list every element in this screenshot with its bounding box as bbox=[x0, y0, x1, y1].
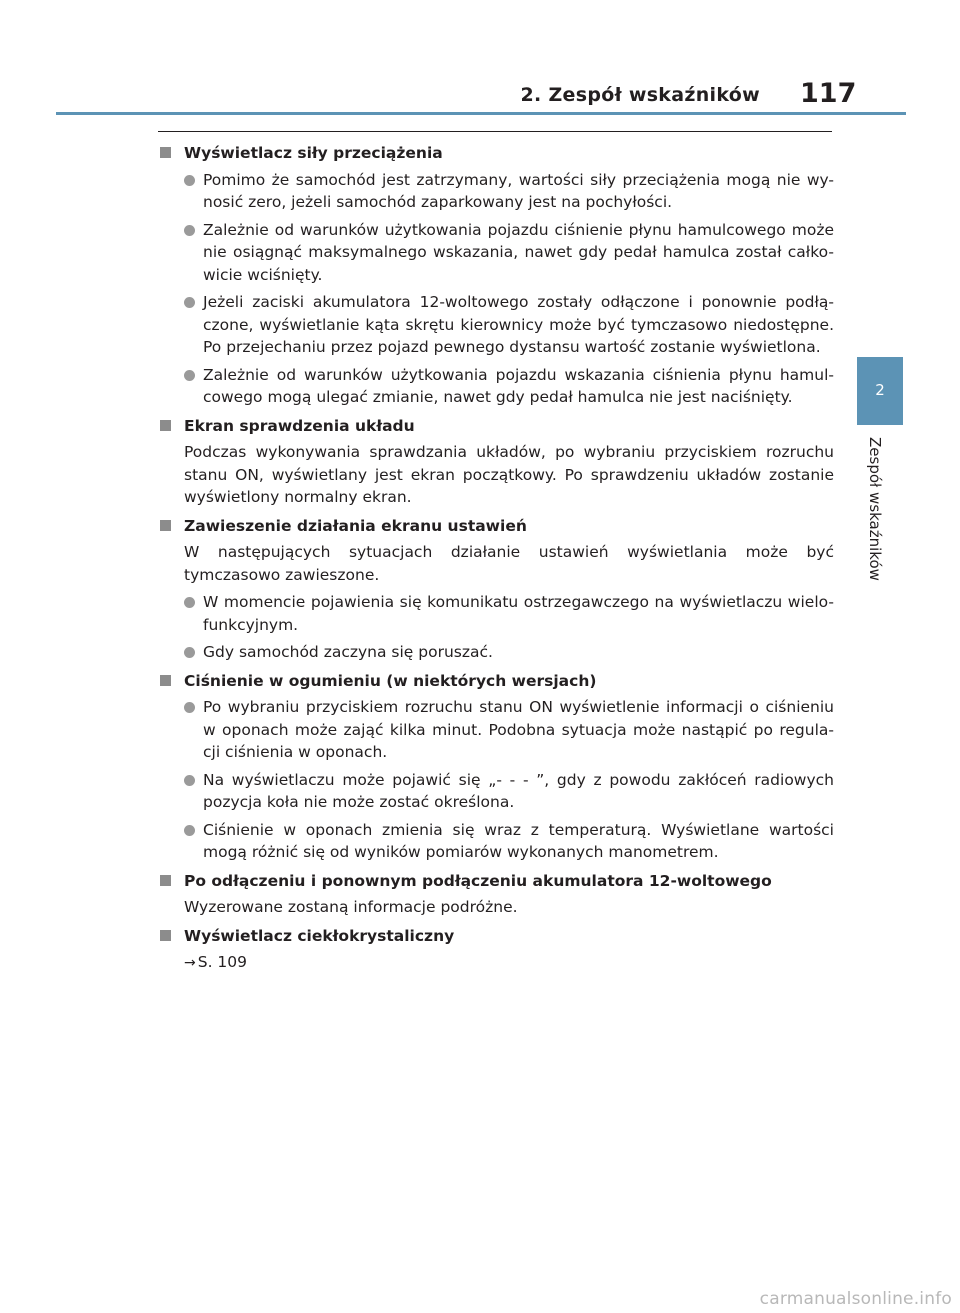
circle-bullet-icon bbox=[184, 175, 195, 186]
square-bullet-icon bbox=[160, 520, 171, 531]
page-content bbox=[158, 142, 834, 975]
watermark: carmanualsonline.info bbox=[759, 1289, 952, 1309]
list-item-text: Zależnie od warunków użytkowania pojazdu wskazania ciśnienia płynu hamul-cowego mogą ulegać zmianie, nawet gdy pedał hamulca nie jest naciśnięty. bbox=[203, 365, 834, 406]
square-bullet-icon bbox=[160, 147, 171, 158]
paragraph: Wyzerowane zostaną informacje podróżne. bbox=[184, 898, 518, 916]
square-bullet-icon bbox=[160, 875, 171, 886]
section-title-text: Ciśnienie w ogumieniu (w niektórych wersjach) bbox=[184, 671, 597, 690]
section-title-text: Wyświetlacz siły przeciążenia bbox=[184, 144, 443, 162]
list-item-text: Zależnie od warunków użytkowania pojazdu ciśnienie płynu hamulcowego może nie osiągnąć maksymalnego wskazania, nawet gdy pedał hamulca został całko-wicie wciśnięty. bbox=[203, 220, 834, 284]
header-rule bbox=[56, 112, 906, 115]
section-title-text: Ekran sprawdzenia układu bbox=[184, 416, 415, 435]
section-tire-pressure bbox=[158, 670, 834, 864]
list-item-text: Gdy samochód zaczyna się poruszać. bbox=[203, 643, 493, 661]
section-gforce-display bbox=[158, 142, 834, 409]
section-system-check-screen bbox=[158, 415, 834, 509]
list-item bbox=[158, 591, 834, 636]
section-title bbox=[158, 670, 834, 693]
circle-bullet-icon bbox=[184, 597, 195, 608]
section-lcd-display bbox=[158, 925, 834, 975]
chapter-side-label-text: Zespół wskaźników bbox=[866, 437, 884, 581]
section-title-text: Po odłączeniu i ponownym podłączeniu akumulatora 12-woltowego bbox=[184, 871, 772, 890]
square-bullet-icon bbox=[160, 930, 171, 941]
chapter-tab-number: 2 bbox=[875, 381, 885, 399]
page-reference-text: S. 109 bbox=[197, 953, 248, 971]
list-item bbox=[158, 641, 834, 664]
circle-bullet-icon bbox=[184, 297, 195, 308]
section-battery-reconnect bbox=[158, 870, 834, 919]
list-item-text: W momencie pojawienia się komunikatu ostrzegawczego na wyświetlaczu wielo-funkcyjnym. bbox=[203, 593, 834, 634]
circle-bullet-icon bbox=[184, 225, 195, 236]
circle-bullet-icon bbox=[184, 370, 195, 381]
paragraph: W następujących sytuacjach działanie ustawień wyświetlania może być tymczasowo zawieszone. bbox=[184, 543, 834, 584]
list-item bbox=[158, 291, 834, 359]
section-title bbox=[158, 515, 834, 538]
page-header bbox=[0, 0, 960, 120]
list-item bbox=[158, 769, 834, 814]
circle-bullet-icon bbox=[184, 825, 195, 836]
list-item bbox=[158, 696, 834, 764]
circle-bullet-icon bbox=[184, 702, 195, 713]
section-title bbox=[158, 925, 834, 948]
circle-bullet-icon bbox=[184, 647, 195, 658]
list-item bbox=[158, 219, 834, 287]
section-title-text: Wyświetlacz ciekłokrystaliczny bbox=[184, 926, 455, 945]
list-item-text: Ciśnienie w oponach zmienia się wraz z temperaturą. Wyświetlane wartości mogą różnić się od wyników pomiarów wykonanych manometrem. bbox=[203, 820, 834, 861]
list-item bbox=[158, 169, 834, 214]
list-item-text: Po wybraniu przyciskiem rozruchu stanu ON wyświetlenie informacji o ciśnieniu w oponach może zająć kilka minut. Podobna sytuacja może nastąpić po regula-cji ciśnienia w oponach. bbox=[203, 698, 834, 761]
section-settings-suspension bbox=[158, 515, 834, 664]
list-item-text: Na wyświetlaczu może pojawić się „- - - ”, gdy z powodu zakłóceń radiowych pozycja koła nie może zostać określona. bbox=[203, 770, 834, 811]
section-title bbox=[158, 415, 834, 438]
arrow-right-icon: → bbox=[184, 955, 196, 971]
list-item bbox=[158, 364, 834, 409]
section-title bbox=[158, 870, 834, 893]
square-bullet-icon bbox=[160, 675, 171, 686]
header-section-title: 2. Zespół wskaźników bbox=[520, 84, 760, 106]
section-title-text: Zawieszenie działania ekranu ustawień bbox=[184, 516, 527, 535]
list-item-text: Jeżeli zaciski akumulatora 12-woltowego zostały odłączone i ponownie podłą-czone, wyświetlanie kąta skrętu kierownicy może być tymczasowo niedostępne. Po przejechaniu przez pojazd pewnego dystansu wartość zostanie wyświetlona. bbox=[203, 293, 834, 356]
circle-bullet-icon bbox=[184, 775, 195, 786]
chapter-side-label bbox=[866, 437, 894, 617]
page-number: 117 bbox=[800, 78, 857, 109]
section-title bbox=[158, 142, 834, 165]
content-divider bbox=[158, 131, 832, 132]
page-reference[interactable] bbox=[158, 951, 834, 975]
square-bullet-icon bbox=[160, 420, 171, 431]
paragraph: Podczas wykonywania sprawdzania układów, po wybraniu przyciskiem rozruchu stanu ON, wyświetlany jest ekran początkowy. Po sprawdzeniu układów zostanie wyświetlony normalny ekran. bbox=[184, 443, 834, 506]
chapter-tab[interactable] bbox=[857, 357, 903, 425]
list-item-text: Pomimo że samochód jest zatrzymany, wartości siły przeciążenia mogą nie wy-nosić zero, jeżeli samochód zaparkowany jest na pochyłości. bbox=[203, 170, 834, 211]
list-item bbox=[158, 819, 834, 864]
